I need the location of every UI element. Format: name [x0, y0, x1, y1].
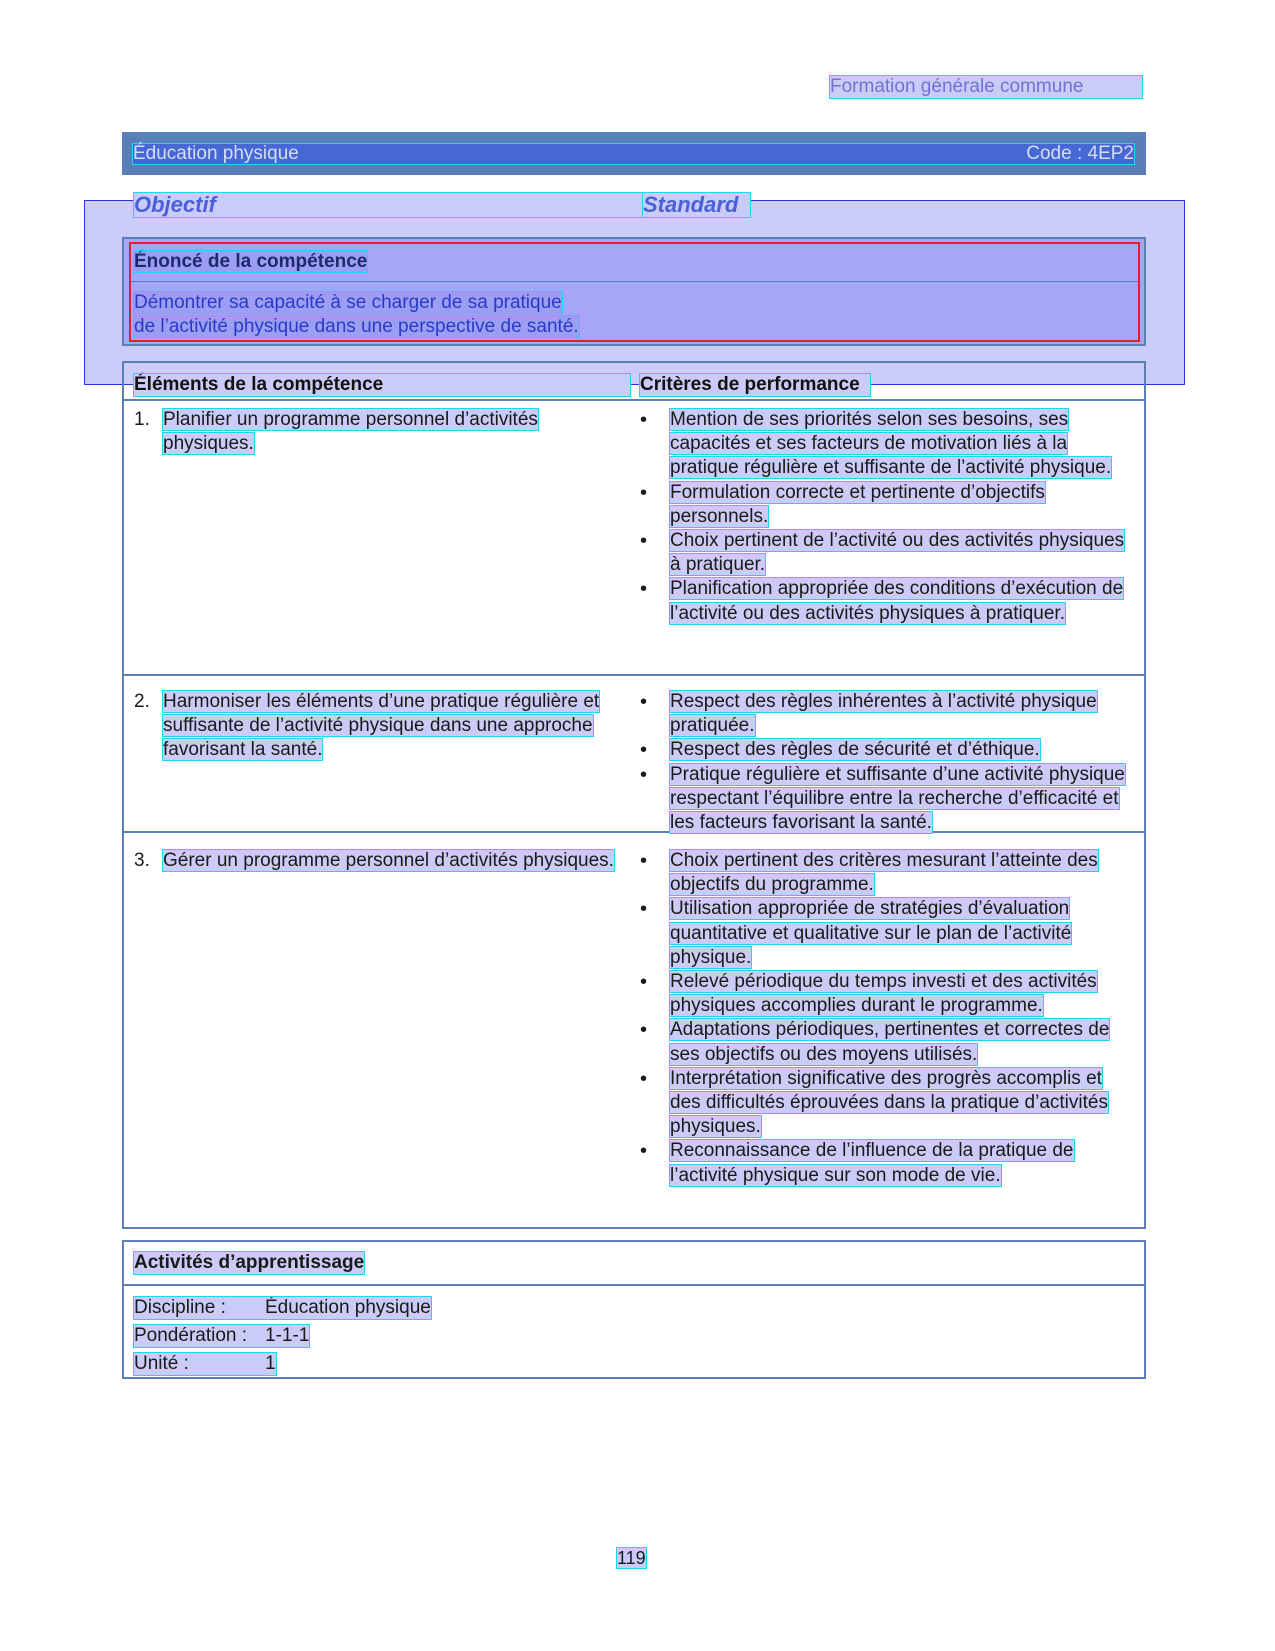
bullet-icon: •	[640, 691, 648, 713]
element-number: 1.	[134, 409, 150, 430]
bullet-icon: •	[640, 971, 648, 994]
element-text-2: Harmoniser les éléments d’une pratique régulière et suffisante de l’activité physique dans une approche favorisant la santé.	[163, 691, 600, 760]
criterion-item	[640, 970, 1130, 1018]
table-header-divider	[122, 399, 1146, 401]
standard-heading: Standard	[643, 193, 750, 217]
discipline-value: Éducation physique	[265, 1297, 431, 1318]
element-number: 2.	[134, 691, 150, 712]
discipline-label: Discipline :	[134, 1297, 226, 1318]
enonce-selection-highlight	[129, 242, 1140, 342]
document-section-label: Formation générale commune	[830, 76, 1142, 98]
course-code: Code : 4EP2	[1026, 143, 1134, 164]
ponderation-value: 1-1-1	[265, 1325, 310, 1346]
criterion-text: Pratique régulière et suffisante d’une activité physique respectant l’équilibre entre la recherche d’efficacité et les facteurs favorisant la santé.	[670, 763, 1125, 834]
unite-row	[134, 1353, 276, 1375]
criterion-text: Respect des règles de sécurité et d’éthique.	[670, 739, 1040, 761]
criterion-item	[640, 690, 1130, 738]
bullet-icon: •	[640, 1067, 648, 1090]
element-text	[163, 849, 623, 873]
criterion-item	[640, 481, 1130, 529]
bullet-icon: •	[640, 739, 648, 762]
unite-label: Unité :	[134, 1353, 189, 1374]
course-title: Éducation physique	[133, 143, 299, 164]
enonce-title-text: Énoncé de la compétence	[134, 251, 368, 272]
element-text-1: Planifier un programme personnel d’activités physiques.	[163, 409, 538, 454]
criterion-text: Relevé périodique du temps investi et des activités physiques accomplies durant le programme.	[670, 971, 1097, 1017]
unite-value: 1	[265, 1353, 276, 1374]
enonce-line-1: Démontrer sa capacité à se charger de sa pratique	[134, 292, 562, 313]
criterion-text: Formulation correcte et pertinente d’objectifs personnels.	[670, 481, 1045, 527]
bullet-icon: •	[640, 1140, 648, 1163]
bullet-icon: •	[640, 850, 648, 872]
criterion-text: Planification appropriée des conditions d’exécution de l’activité ou des activités physiques à pratiquer.	[670, 578, 1124, 624]
activites-title: Activités d’apprentissage	[134, 1252, 365, 1273]
criterion-text: Utilisation appropriée de stratégies d’évaluation quantitative et qualitative sur le plan de l’activité physique.	[670, 898, 1072, 968]
element-text-3: Gérer un programme personnel d’activités physiques.	[163, 850, 614, 871]
bullet-icon: •	[640, 1019, 648, 1042]
criterion-text: Reconnaissance de l’influence de la pratique de l’activité physique sur son mode de vie.	[670, 1140, 1074, 1186]
criterion-item	[640, 897, 1130, 970]
criterion-text: Interprétation significative des progrès accomplis et des difficultés éprouvées dans la pratique d’activités physiques.	[670, 1067, 1108, 1138]
criterion-item	[640, 763, 1130, 836]
ponderation-label: Pondération :	[134, 1325, 248, 1346]
bullet-icon: •	[640, 409, 648, 431]
criterion-item	[640, 1067, 1130, 1140]
criterion-item	[640, 577, 1130, 625]
criteria-list-1	[640, 408, 1130, 626]
criterion-text: Adaptations périodiques, pertinentes et correctes de ses objectifs ou des moyens utilisés.	[670, 1019, 1110, 1065]
bullet-icon: •	[640, 481, 648, 504]
criteria-list-3	[640, 849, 1130, 1188]
bullet-icon: •	[640, 578, 648, 601]
criterion-item	[640, 408, 1130, 481]
enonce-line-2: de l’activité physique dans une perspective de santé.	[134, 316, 579, 337]
criterion-text: Choix pertinent de l’activité ou des activités physiques à pratiquer.	[670, 530, 1125, 576]
criteria-list-2	[640, 690, 1130, 835]
discipline-row	[134, 1297, 431, 1319]
column-header-elements: Éléments de la compétence	[134, 374, 630, 396]
course-title-bar	[122, 132, 1146, 175]
activites-divider	[122, 1284, 1146, 1286]
element-number: 3.	[134, 850, 150, 871]
criterion-text: Mention de ses priorités selon ses besoins, ses capacités et ses facteurs de motivation liés à la pratique régulière et suffisante de l’activité physique.	[670, 409, 1112, 479]
criterion-item	[640, 1018, 1130, 1066]
criterion-item	[640, 529, 1130, 577]
bullet-icon: •	[640, 898, 648, 921]
criterion-item	[640, 738, 1130, 762]
criterion-text: Respect des règles inhérentes à l’activité physique pratiquée.	[670, 691, 1097, 737]
element-text	[163, 408, 623, 456]
bullet-icon: •	[640, 530, 648, 553]
row-divider-1	[122, 674, 1146, 676]
column-header-criteres: Critères de performance	[640, 374, 870, 396]
criterion-text: Choix pertinent des critères mesurant l’atteinte des objectifs du programme.	[670, 850, 1098, 896]
objectif-heading: Objectif	[134, 193, 642, 217]
ponderation-row	[134, 1325, 309, 1347]
page-number: 119	[617, 1548, 646, 1568]
element-text	[163, 690, 623, 762]
bullet-icon: •	[640, 763, 648, 786]
criterion-item	[640, 849, 1130, 897]
criterion-item	[640, 1139, 1130, 1187]
